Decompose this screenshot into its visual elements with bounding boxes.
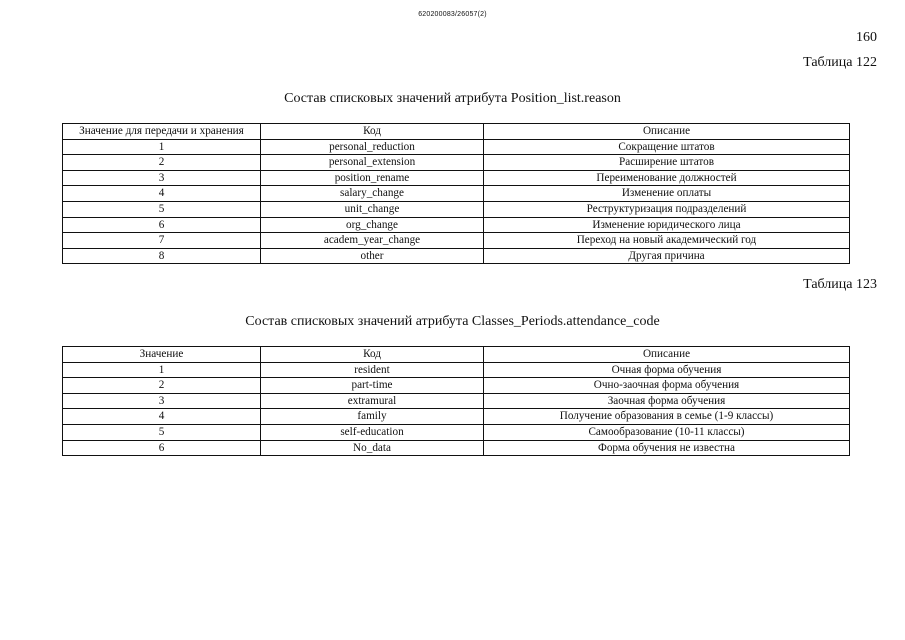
table-row — [63, 217, 850, 233]
cell-value: 5 — [63, 201, 261, 217]
cell-code: family — [261, 409, 484, 425]
column-header-code: Код — [261, 124, 484, 140]
table-row — [63, 186, 850, 202]
cell-code: academ_year_change — [261, 233, 484, 249]
cell-value: 7 — [63, 233, 261, 249]
table-row — [63, 440, 850, 456]
column-header-description: Описание — [484, 347, 850, 363]
page-number: 160 — [856, 30, 877, 45]
table-row — [63, 233, 850, 249]
cell-code: unit_change — [261, 201, 484, 217]
cell-description: Реструктуризация подразделений — [484, 201, 850, 217]
cell-value: 6 — [63, 217, 261, 233]
cell-description: Другая причина — [484, 248, 850, 264]
cell-code: resident — [261, 362, 484, 378]
cell-value: 2 — [63, 155, 261, 171]
cell-description: Изменение юридического лица — [484, 217, 850, 233]
table-row — [63, 409, 850, 425]
cell-value: 6 — [63, 440, 261, 456]
cell-value: 8 — [63, 248, 261, 264]
table-122-label: Таблица 122 — [803, 55, 877, 70]
cell-code: other — [261, 248, 484, 264]
cell-value: 3 — [63, 170, 261, 186]
document-id: 620200083/26057(2) — [418, 11, 487, 18]
table-row — [63, 201, 850, 217]
cell-description: Получение образования в семье (1-9 классы) — [484, 409, 850, 425]
table-row — [63, 362, 850, 378]
table-row — [63, 393, 850, 409]
cell-description: Сокращение штатов — [484, 139, 850, 155]
cell-value: 5 — [63, 424, 261, 440]
cell-code: self-education — [261, 424, 484, 440]
cell-code: salary_change — [261, 186, 484, 202]
cell-code: part-time — [261, 378, 484, 394]
cell-description: Переименование должностей — [484, 170, 850, 186]
table-123 — [62, 346, 850, 456]
table-row — [63, 378, 850, 394]
column-header-code: Код — [261, 347, 484, 363]
cell-code: extramural — [261, 393, 484, 409]
cell-value: 4 — [63, 409, 261, 425]
cell-code: position_rename — [261, 170, 484, 186]
cell-description: Самообразование (10-11 классы) — [484, 424, 850, 440]
cell-code: personal_reduction — [261, 139, 484, 155]
cell-value: 4 — [63, 186, 261, 202]
cell-description: Форма обучения не известна — [484, 440, 850, 456]
cell-description: Расширение штатов — [484, 155, 850, 171]
column-header-value: Значение — [63, 347, 261, 363]
table-123-label: Таблица 123 — [803, 277, 877, 292]
cell-value: 3 — [63, 393, 261, 409]
table-row — [63, 248, 850, 264]
column-header-description: Описание — [484, 124, 850, 140]
cell-value: 1 — [63, 362, 261, 378]
cell-value: 1 — [63, 139, 261, 155]
table-row — [63, 155, 850, 171]
cell-code: org_change — [261, 217, 484, 233]
table-122 — [62, 123, 850, 264]
table-row — [63, 170, 850, 186]
table-row — [63, 139, 850, 155]
table-row — [63, 424, 850, 440]
cell-description: Очная форма обучения — [484, 362, 850, 378]
table-header-row — [63, 124, 850, 140]
cell-description: Очно-заочная форма обучения — [484, 378, 850, 394]
cell-description: Изменение оплаты — [484, 186, 850, 202]
column-header-value: Значение для передачи и хранения — [63, 124, 261, 140]
table-header-row — [63, 347, 850, 363]
cell-code: personal_extension — [261, 155, 484, 171]
table-122-title: Состав списковых значений атрибута Position_list.reason — [284, 91, 621, 106]
cell-code: No_data — [261, 440, 484, 456]
cell-description: Переход на новый академический год — [484, 233, 850, 249]
table-123-title: Состав списковых значений атрибута Classes_Periods.attendance_code — [245, 314, 660, 329]
cell-value: 2 — [63, 378, 261, 394]
cell-description: Заочная форма обучения — [484, 393, 850, 409]
